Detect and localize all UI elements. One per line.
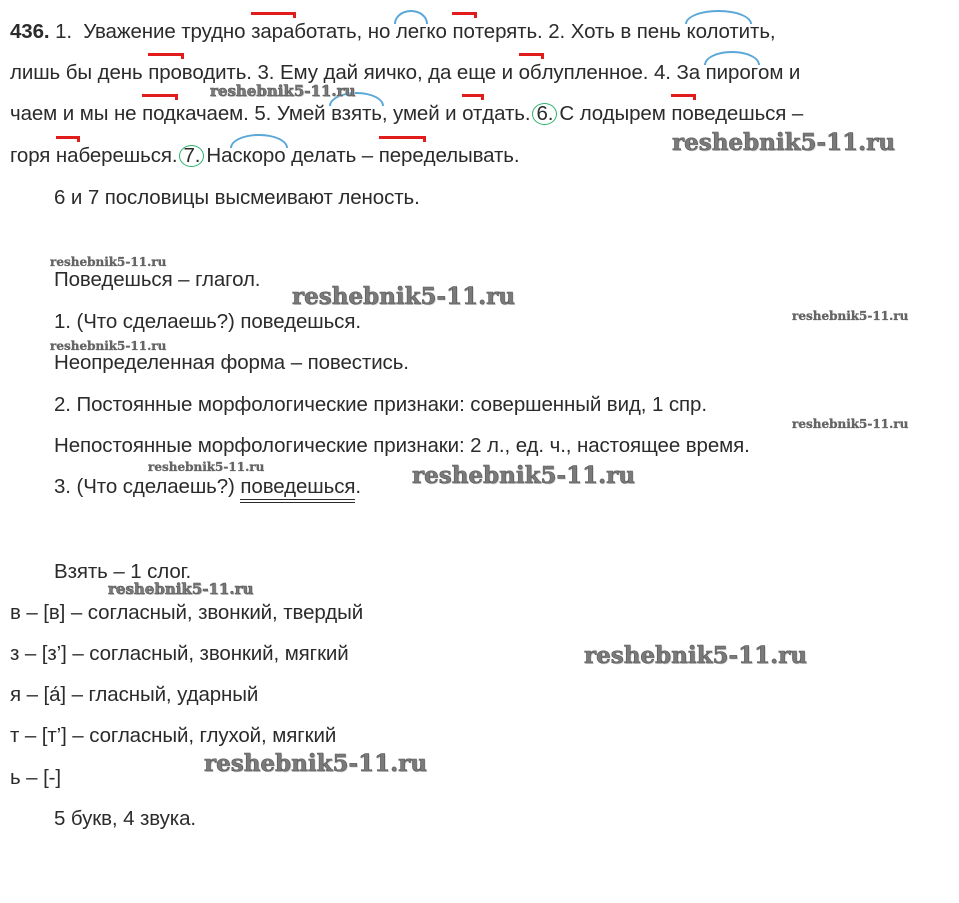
exercise-line-4: горя наберешься. 7. Наскоро делать – переделывать. <box>10 144 520 167</box>
watermark: reshebnik5-11.ru <box>792 417 909 431</box>
stem-mark: от <box>462 102 483 125</box>
phonetic-summary: 5 букв, 4 звука. <box>54 807 196 830</box>
watermark: reshebnik5-11.ru <box>108 580 254 598</box>
watermark: reshebnik5-11.ru <box>50 255 167 269</box>
phonetic-row: т – [т’] – согласный, глухой, мягкий <box>10 724 337 747</box>
stem-mark: про <box>148 61 182 84</box>
root-arc: скоро <box>232 144 286 167</box>
watermark: reshebnik5-11.ru <box>792 309 909 323</box>
stem-mark: зара <box>251 20 295 43</box>
conclusion-text: 6 и 7 пословицы высмеивают леность. <box>54 186 420 209</box>
phonetic-row: я – [а́] – гласный, ударный <box>10 683 259 706</box>
watermark: reshebnik5-11.ru <box>50 339 167 353</box>
morph-point-1: 1. (Что сделаешь?) поведешься. <box>54 310 361 333</box>
phonetic-title: Взять – 1 слог. <box>54 560 192 583</box>
watermark: reshebnik5-11.ru <box>672 129 895 156</box>
stem-mark: по <box>671 102 694 125</box>
watermark: reshebnik5-11.ru <box>412 462 635 489</box>
circled-number-6: 6. <box>532 103 557 125</box>
predicate-word: поведешься <box>240 475 355 503</box>
phonetic-row: в – [в] – согласный, звонкий, твердый <box>10 601 364 624</box>
exercise-number: 436. <box>10 20 50 43</box>
stem-mark: на <box>55 144 79 167</box>
root-arc: пирог <box>705 61 759 84</box>
watermark: reshebnik5-11.ru <box>292 283 515 310</box>
watermark: reshebnik5-11.ru <box>148 460 265 474</box>
morph-point-3: 3. (Что сделаешь?) поведешься. <box>54 475 361 499</box>
exercise-line-2: лишь бы день проводить. 3. Ему дай яичко, да еще и облупленное. 4. За пирогом и <box>10 61 801 84</box>
stem-mark: по <box>452 20 475 43</box>
watermark: reshebnik5-11.ru <box>584 642 807 669</box>
stem-mark: под <box>142 102 176 125</box>
root-arc: взять <box>331 102 382 125</box>
morph-infinitive: Неопределенная форма – повестись. <box>54 351 409 374</box>
circled-number-7: 7. <box>179 145 204 167</box>
root-arc: лег <box>395 20 427 43</box>
morph-point-2: 2. Постоянные морфологические признаки: совершенный вид, 1 спр. <box>54 393 707 416</box>
stem-mark: об <box>518 61 542 84</box>
watermark: reshebnik5-11.ru <box>210 82 356 100</box>
stem-mark: пере <box>378 144 424 167</box>
exercise-line-1: 436. 1. Уважение трудно заработать, но легко потерять. 2. Хоть в пень колотить, <box>10 20 776 43</box>
phonetic-row: ь – [-] <box>10 766 61 789</box>
morph-title: Поведешься – глагол. <box>54 268 261 291</box>
exercise-line-3: чаем и мы не подкачаем. 5. Умей взять, умей и отдать. 6. С лодырем поведешься – <box>10 102 804 125</box>
root-arc: колоти <box>686 20 751 43</box>
watermark: reshebnik5-11.ru <box>204 750 427 777</box>
morph-nonconstant: Непостоянные морфологические признаки: 2 л., ед. ч., настоящее время. <box>54 434 750 457</box>
phonetic-row: з – [з’] – согласный, звонкий, мягкий <box>10 642 349 665</box>
